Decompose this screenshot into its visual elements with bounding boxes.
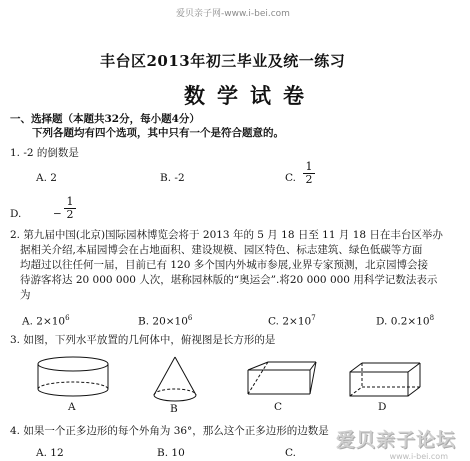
q2-option-d-base: D. 0.2×10 xyxy=(376,315,430,328)
exam-subtitle: 数学试卷 xyxy=(184,83,316,108)
q1-c-denominator: 2 xyxy=(305,173,313,186)
q4-option-a: A. 12 xyxy=(36,447,64,459)
q2-option-d xyxy=(376,311,434,329)
q2-option-d-exponent: 8 xyxy=(429,314,435,322)
q3-label-a: A xyxy=(68,401,76,413)
q4-stem: 4. 如果一个正多边形的每个外角为 36°，那么这个正多边形的边数是 xyxy=(10,425,329,437)
q3-label-d: D xyxy=(378,401,387,413)
q1-c-numerator: 1 xyxy=(303,161,315,174)
q1-option-d-fraction xyxy=(64,196,76,221)
q1-option-a: A. 2 xyxy=(36,172,57,184)
q2-option-c-base: C. 2×10 xyxy=(268,315,312,328)
cone-figure xyxy=(150,355,200,405)
q1-option-d-prefix: D. xyxy=(10,208,22,220)
q2-line-2: 据相关介绍,本届园博会在占地面积、建设规模、园区特色、标志建筑、绿色低碳等方面 xyxy=(20,244,423,256)
q1-option-c-prefix: C. xyxy=(285,172,296,184)
q2-line-3: 均超过以往任何一届，目前已有 120 多个国内外城市参展,业界专家预测，北京园博会接 xyxy=(20,259,429,271)
q4-option-b: B. 10 xyxy=(157,447,185,459)
q3-label-c: C xyxy=(274,401,283,413)
q2-option-a-base: A. 2×10 xyxy=(22,315,66,328)
q2-option-c xyxy=(268,311,316,329)
q2-option-c-exponent: 7 xyxy=(311,314,316,322)
q3-stem: 3. 如图，下列水平放置的几何体中，俯视图是长方形的是 xyxy=(10,334,276,346)
q2-option-b xyxy=(138,311,192,329)
q3-label-b: B xyxy=(170,403,178,415)
q2-option-b-exponent: 6 xyxy=(187,314,193,322)
q2-line-5: 为 xyxy=(20,289,31,301)
q1-option-c-fraction xyxy=(303,161,315,186)
q2-line-1: 2. 第九届中国(北京)国际园林博览会将于 2013 年的 5 月 18 日至 11 月 18 日在丰台区举办 xyxy=(10,229,443,241)
exam-title: 丰台区2013年初三毕业及统一练习 xyxy=(100,52,346,70)
bottom-watermark-url: www.i-bei.com xyxy=(389,452,448,461)
section-instruction: 下列各题均有四个选项，其中只有一个是符合题意的。 xyxy=(32,127,284,139)
q2-option-a xyxy=(22,311,70,329)
cuboid-figure xyxy=(348,360,423,402)
cylinder-figure xyxy=(33,355,113,405)
q1-d-denominator: 2 xyxy=(66,208,74,221)
q2-option-b-base: B. 20×10 xyxy=(138,315,188,328)
triangular-prism-figure xyxy=(244,358,319,403)
q1-option-b: B. -2 xyxy=(160,172,185,184)
q1-d-numerator: 1 xyxy=(64,196,76,209)
top-watermark: 爱贝亲子网-www.i-bei.com xyxy=(176,9,290,19)
q2-line-4: 待游客将达 20 000 000 人次，堪称园林版的“奥运会”.将20 000 000 用科学记数法表示 xyxy=(20,274,438,286)
section-heading: 一、选择题（本题共32分，每小题4分） xyxy=(10,113,200,125)
q2-option-a-exponent: 6 xyxy=(65,314,70,322)
q4-option-c: C. xyxy=(285,447,296,459)
bottom-watermark: 爱贝亲子论坛 xyxy=(336,429,457,451)
q1-option-d-sign: − xyxy=(53,208,62,220)
q1-stem: 1. -2 的倒数是 xyxy=(10,147,79,159)
